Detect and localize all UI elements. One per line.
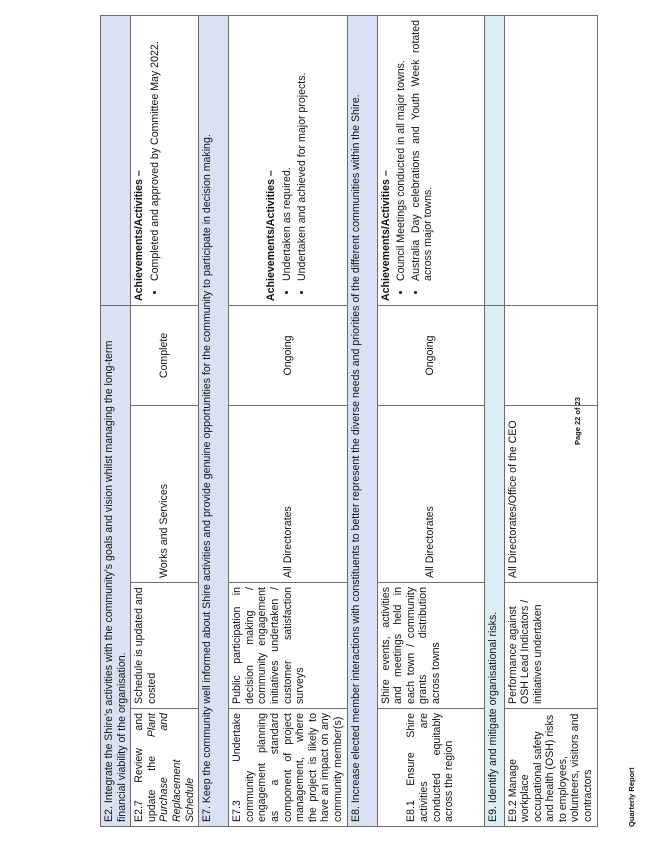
list-item: • Undertaken and achieved for major projects.	[296, 20, 309, 281]
achievements-heading: Achievements/Activities –	[379, 170, 392, 301]
section-header-e9: E9. Identify and mitigate organisational risks.	[484, 305, 504, 826]
section-header-blank	[101, 15, 131, 305]
achievements-heading: Achievements/Activities –	[265, 170, 278, 301]
status-cell	[504, 305, 597, 405]
action-cell: E9.2 Manage workplace occupational safety and health (OSH) risks to employees, volunteers, visitors and contractors	[504, 709, 597, 827]
section-header-blank	[484, 15, 504, 305]
achievements-list	[395, 20, 435, 301]
document-name: Quarterly Report	[627, 767, 636, 827]
achievements-heading: Achievements/Activities –	[133, 170, 146, 301]
strategic-actions-table	[100, 15, 598, 827]
measure-cell: Public participation in decision making / community engagement initiatives undertaken / customer satisfaction surveys	[229, 583, 347, 709]
achievements-cell	[377, 15, 484, 305]
status-cell: Ongoing	[377, 305, 484, 405]
action-cell: E7.3 Undertake community engagement planning as a standard component of project management, where the project is likely to have an impact on any community member(s)	[229, 709, 347, 827]
measure-cell: Schedule is updated and costed	[131, 583, 199, 709]
action-cell: E8.1 Ensure Shire activities are conducted equitably across the region	[377, 709, 484, 827]
list-item: • Completed and approved by Committee May 2022.	[149, 20, 162, 281]
section-header-e2: E2. Integrate the Shire’s activities with the community’s goals and vision whilst managing the long-term financial viability of the organisation.	[101, 305, 131, 826]
section-header-row	[347, 15, 377, 826]
table-row	[504, 15, 597, 826]
section-header-e7: E7. Keep the community well informed about Shire activities and provide genuine opportunities for the community to participate in decision making.	[199, 15, 229, 826]
responsibility-cell: Works and Services	[131, 406, 199, 583]
action-cell	[131, 709, 199, 827]
status-cell: Complete	[131, 305, 199, 405]
responsibility-cell: All Directorates/Office of the CEO	[504, 406, 597, 583]
action-text: E2.7 Review and update the	[133, 713, 158, 822]
section-header-row	[484, 15, 504, 826]
section-header-row	[199, 15, 229, 826]
table-row	[131, 15, 199, 826]
achievements-list	[149, 20, 162, 301]
responsibility-cell: All Directorates	[229, 406, 347, 583]
table-row	[377, 15, 484, 826]
section-header-e8: E8. Increase elected member interactions with constituents to better represent the diverse needs and priorities of the different communities within the Shire.	[347, 15, 377, 826]
achievements-cell	[131, 15, 199, 305]
page-number: Page 22 of 23	[573, 397, 582, 445]
achievements-cell	[229, 15, 347, 305]
status-cell: Ongoing	[229, 305, 347, 405]
section-header-row	[101, 15, 131, 826]
table-row	[229, 15, 347, 826]
action-italic-text: Plant Purchase and Replacement Schedule	[145, 713, 196, 822]
list-item: • Undertaken as required.	[281, 20, 294, 281]
achievements-cell	[504, 15, 597, 305]
list-item: • Australia Day celebrations and Youth Week rotated across major towns.	[410, 20, 435, 281]
list-item: • Council Meetings conducted in all major towns.	[395, 20, 408, 281]
responsibility-cell: All Directorates	[377, 406, 484, 583]
measure-cell: Performance against OSH Lead Indicators / initiatives undertaken	[504, 583, 597, 709]
measure-cell: Shire events, activities and meetings held in each town / community grants distribution across towns	[377, 583, 484, 709]
achievements-list	[281, 20, 308, 301]
